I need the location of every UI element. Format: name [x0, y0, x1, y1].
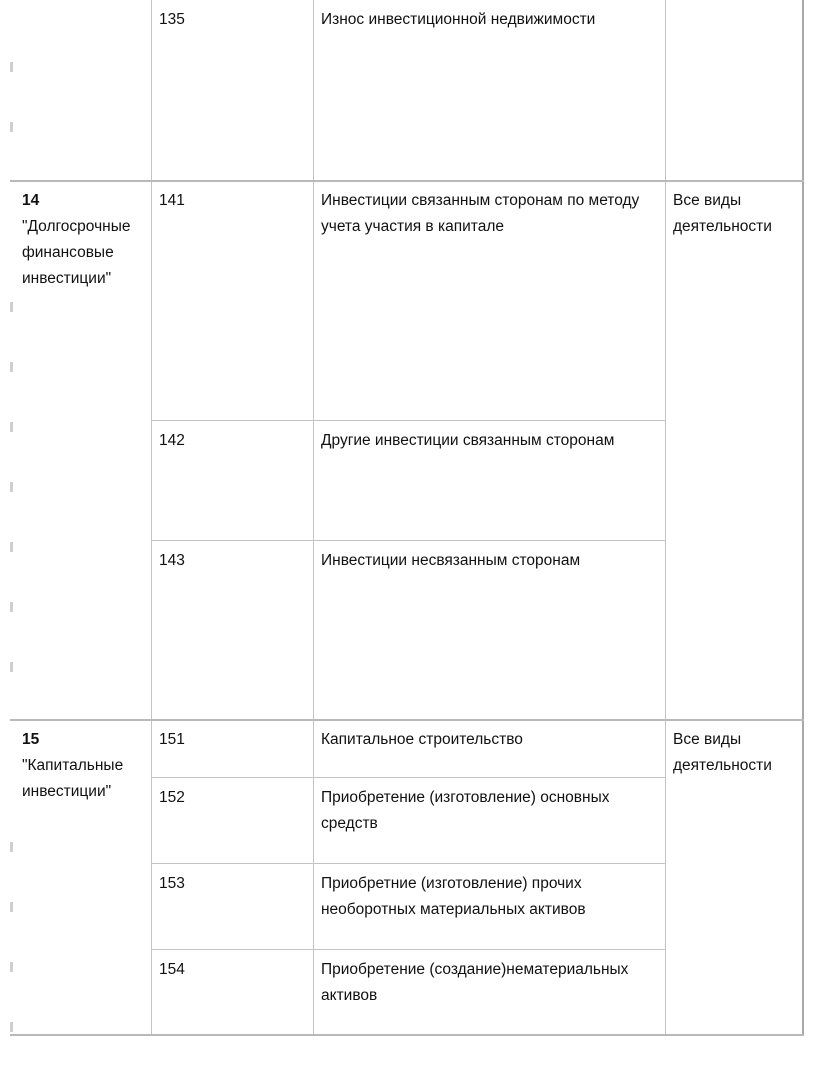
- account-code-cell: [151, 181, 313, 420]
- account-name-cell: [313, 864, 665, 949]
- account-name-cell: [313, 950, 665, 1034]
- table-bottom-border: [10, 1034, 804, 1036]
- account-name: Приобретение (создание)нематериальных активов: [321, 961, 629, 1004]
- account-code: 153: [159, 875, 185, 892]
- section-title: "Капитальные инвестиции": [22, 757, 124, 800]
- account-code-cell: [151, 541, 313, 719]
- table-right-border: [802, 0, 804, 1035]
- activity-label: Все виды деятельности: [673, 731, 772, 774]
- account-name: Износ инвестиционной недвижимости: [321, 11, 596, 28]
- account-code: 154: [159, 961, 185, 978]
- account-name: Приобретение (изготовление) основных средств: [321, 789, 610, 832]
- account-code-cell: [151, 720, 313, 777]
- account-code-cell: [151, 950, 313, 1034]
- margin-marker: [10, 122, 13, 132]
- account-name-cell: [313, 541, 665, 719]
- account-name: Другие инвестиции связанным сторонам: [321, 432, 615, 449]
- activity-label: Все виды деятельности: [673, 192, 772, 235]
- activity-cell: [665, 181, 802, 719]
- account-code: 151: [159, 731, 185, 748]
- account-code: 135: [159, 11, 185, 28]
- account-code: 143: [159, 552, 185, 569]
- account-code-cell: [151, 778, 313, 863]
- account-code: 141: [159, 192, 185, 209]
- account-name: Инвестиции несвязанным сторонам: [321, 552, 581, 569]
- account-code: 142: [159, 432, 185, 449]
- account-name-cell: [313, 720, 665, 777]
- account-name: Инвестиции связанным сторонам по методу учета участия в капитале: [321, 192, 640, 235]
- section-title: "Долгосрочные финансовые инвестиции": [22, 218, 131, 287]
- account-code: 152: [159, 789, 185, 806]
- account-name-cell: [313, 421, 665, 540]
- account-code-cell: [151, 421, 313, 540]
- section-title-cell: [10, 720, 151, 1034]
- section-number: 15: [22, 731, 40, 748]
- account-code-cell: [151, 0, 313, 180]
- account-name: Капитальное строительство: [321, 731, 523, 748]
- account-name-cell: [313, 181, 665, 420]
- section-number: 14: [22, 192, 40, 209]
- margin-marker: [10, 62, 13, 72]
- account-name-cell: [313, 778, 665, 863]
- section-title-cell: [10, 181, 151, 719]
- account-code-cell: [151, 864, 313, 949]
- activity-cell: [665, 720, 802, 1034]
- account-name: Приобретние (изготовление) прочих необоротных материальных активов: [321, 875, 586, 918]
- account-name-cell: [313, 0, 665, 180]
